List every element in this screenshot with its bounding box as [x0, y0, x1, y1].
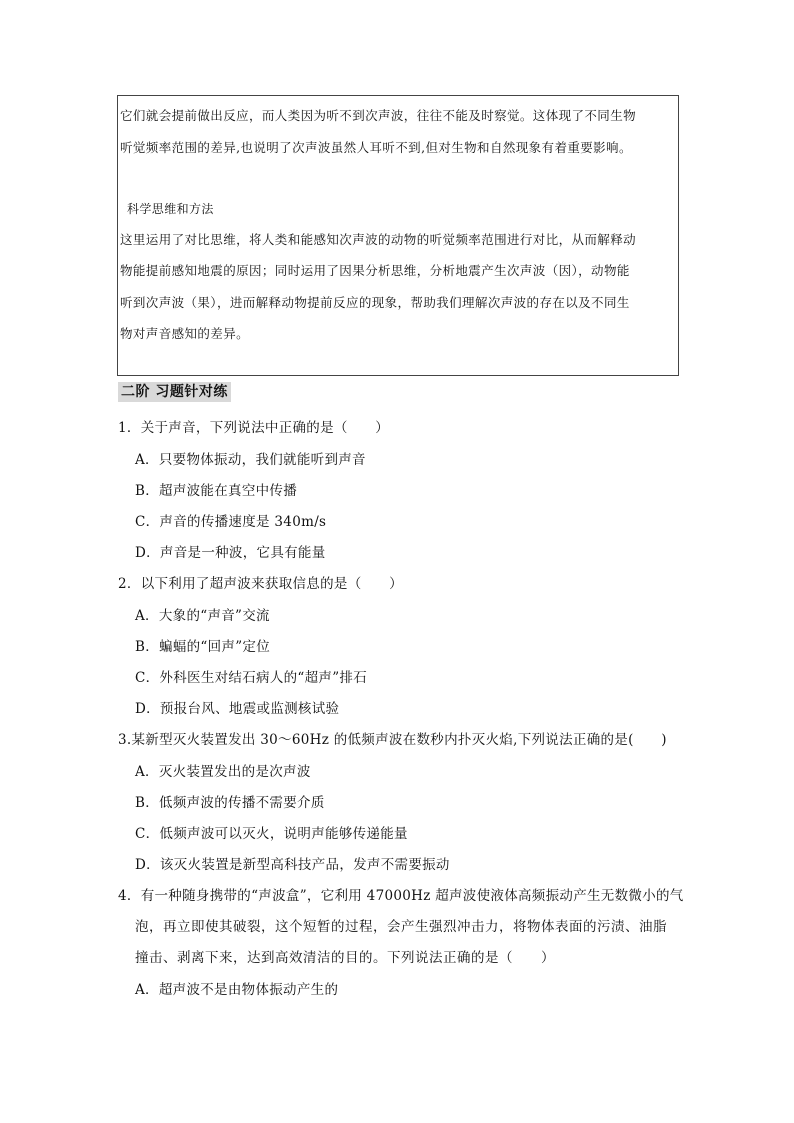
box-text-line: 物对声音感知的差异。	[120, 326, 250, 341]
question-3-option-c: C．低频声波可以灭火，说明声能够传递能量	[135, 826, 408, 842]
question-2-option-a: A．大象的“声音”交流	[135, 608, 270, 624]
analysis-box	[117, 95, 679, 376]
question-4-stem-continued: 泡，再立即使其破裂，这个短暂的过程，会产生强烈冲击力，将物体表面的污渍、油脂	[135, 919, 667, 935]
question-4-stem: 4．有一种随身携带的“声波盒”，它利用 47000Hz 超声波使液体高频振动产生无数微小的气	[118, 888, 684, 904]
box-heading: 科学思维和方法	[127, 202, 214, 216]
question-2-option-d: D．预报台风、地震或监测核试验	[135, 701, 340, 717]
question-3-option-b: B．低频声波的传播不需要介质	[135, 795, 325, 811]
box-text-line: 物能提前感知地震的原因；同时运用了因果分析思维，分析地震产生次声波（因），动物能	[120, 263, 630, 278]
question-2-option-c: C．外科医生对结石病人的“超声”排石	[135, 670, 368, 686]
question-1-option-a: A．只要物体振动，我们就能听到声音	[135, 452, 366, 468]
question-4-option-a: A．超声波不是由物体振动产生的	[135, 982, 339, 998]
question-2-stem: 2．以下利用了超声波来获取信息的是（ ）	[118, 576, 403, 592]
question-1-option-b: B．超声波能在真空中传播	[135, 483, 298, 499]
box-text-line: 听觉频率范围的差异,也说明了次声波虽然人耳听不到,但对生物和自然现象有着重要影响。	[120, 140, 632, 155]
question-3-stem: 3.某新型灭火装置发出 30～60Hz 的低频声波在数秒内扑灭火焰,下列说法正确的是( )	[118, 732, 667, 748]
box-text-line: 听到次声波（果），进而解释动物提前反应的现象，帮助我们理解次声波的存在以及不同生	[120, 295, 630, 310]
question-4-stem-continued: 撞击、剥离下来，达到高效清洁的目的。下列说法正确的是（ ）	[135, 950, 555, 966]
section-title: 二阶 习题针对练	[118, 382, 231, 402]
question-2-option-b: B．蝙蝠的“回声”定位	[135, 639, 271, 655]
question-1-option-d: D．声音是一种波，它具有能量	[135, 545, 326, 561]
question-3-option-d: D．该灭火装置是新型高科技产品，发声不需要振动	[135, 857, 450, 873]
box-text-line: 这里运用了对比思维，将人类和能感知次声波的动物的听觉频率范围进行对比，从而解释动	[120, 232, 637, 247]
box-text-line: 它们就会提前做出反应，而人类因为听不到次声波，往往不能及时察觉。这体现了不同生物	[120, 108, 637, 123]
question-1-stem: 1．关于声音，下列说法中正确的是（ ）	[118, 420, 390, 436]
question-1-option-c: C．声音的传播速度是 340m/s	[135, 514, 327, 530]
question-3-option-a: A．灭火装置发出的是次声波	[135, 764, 311, 780]
